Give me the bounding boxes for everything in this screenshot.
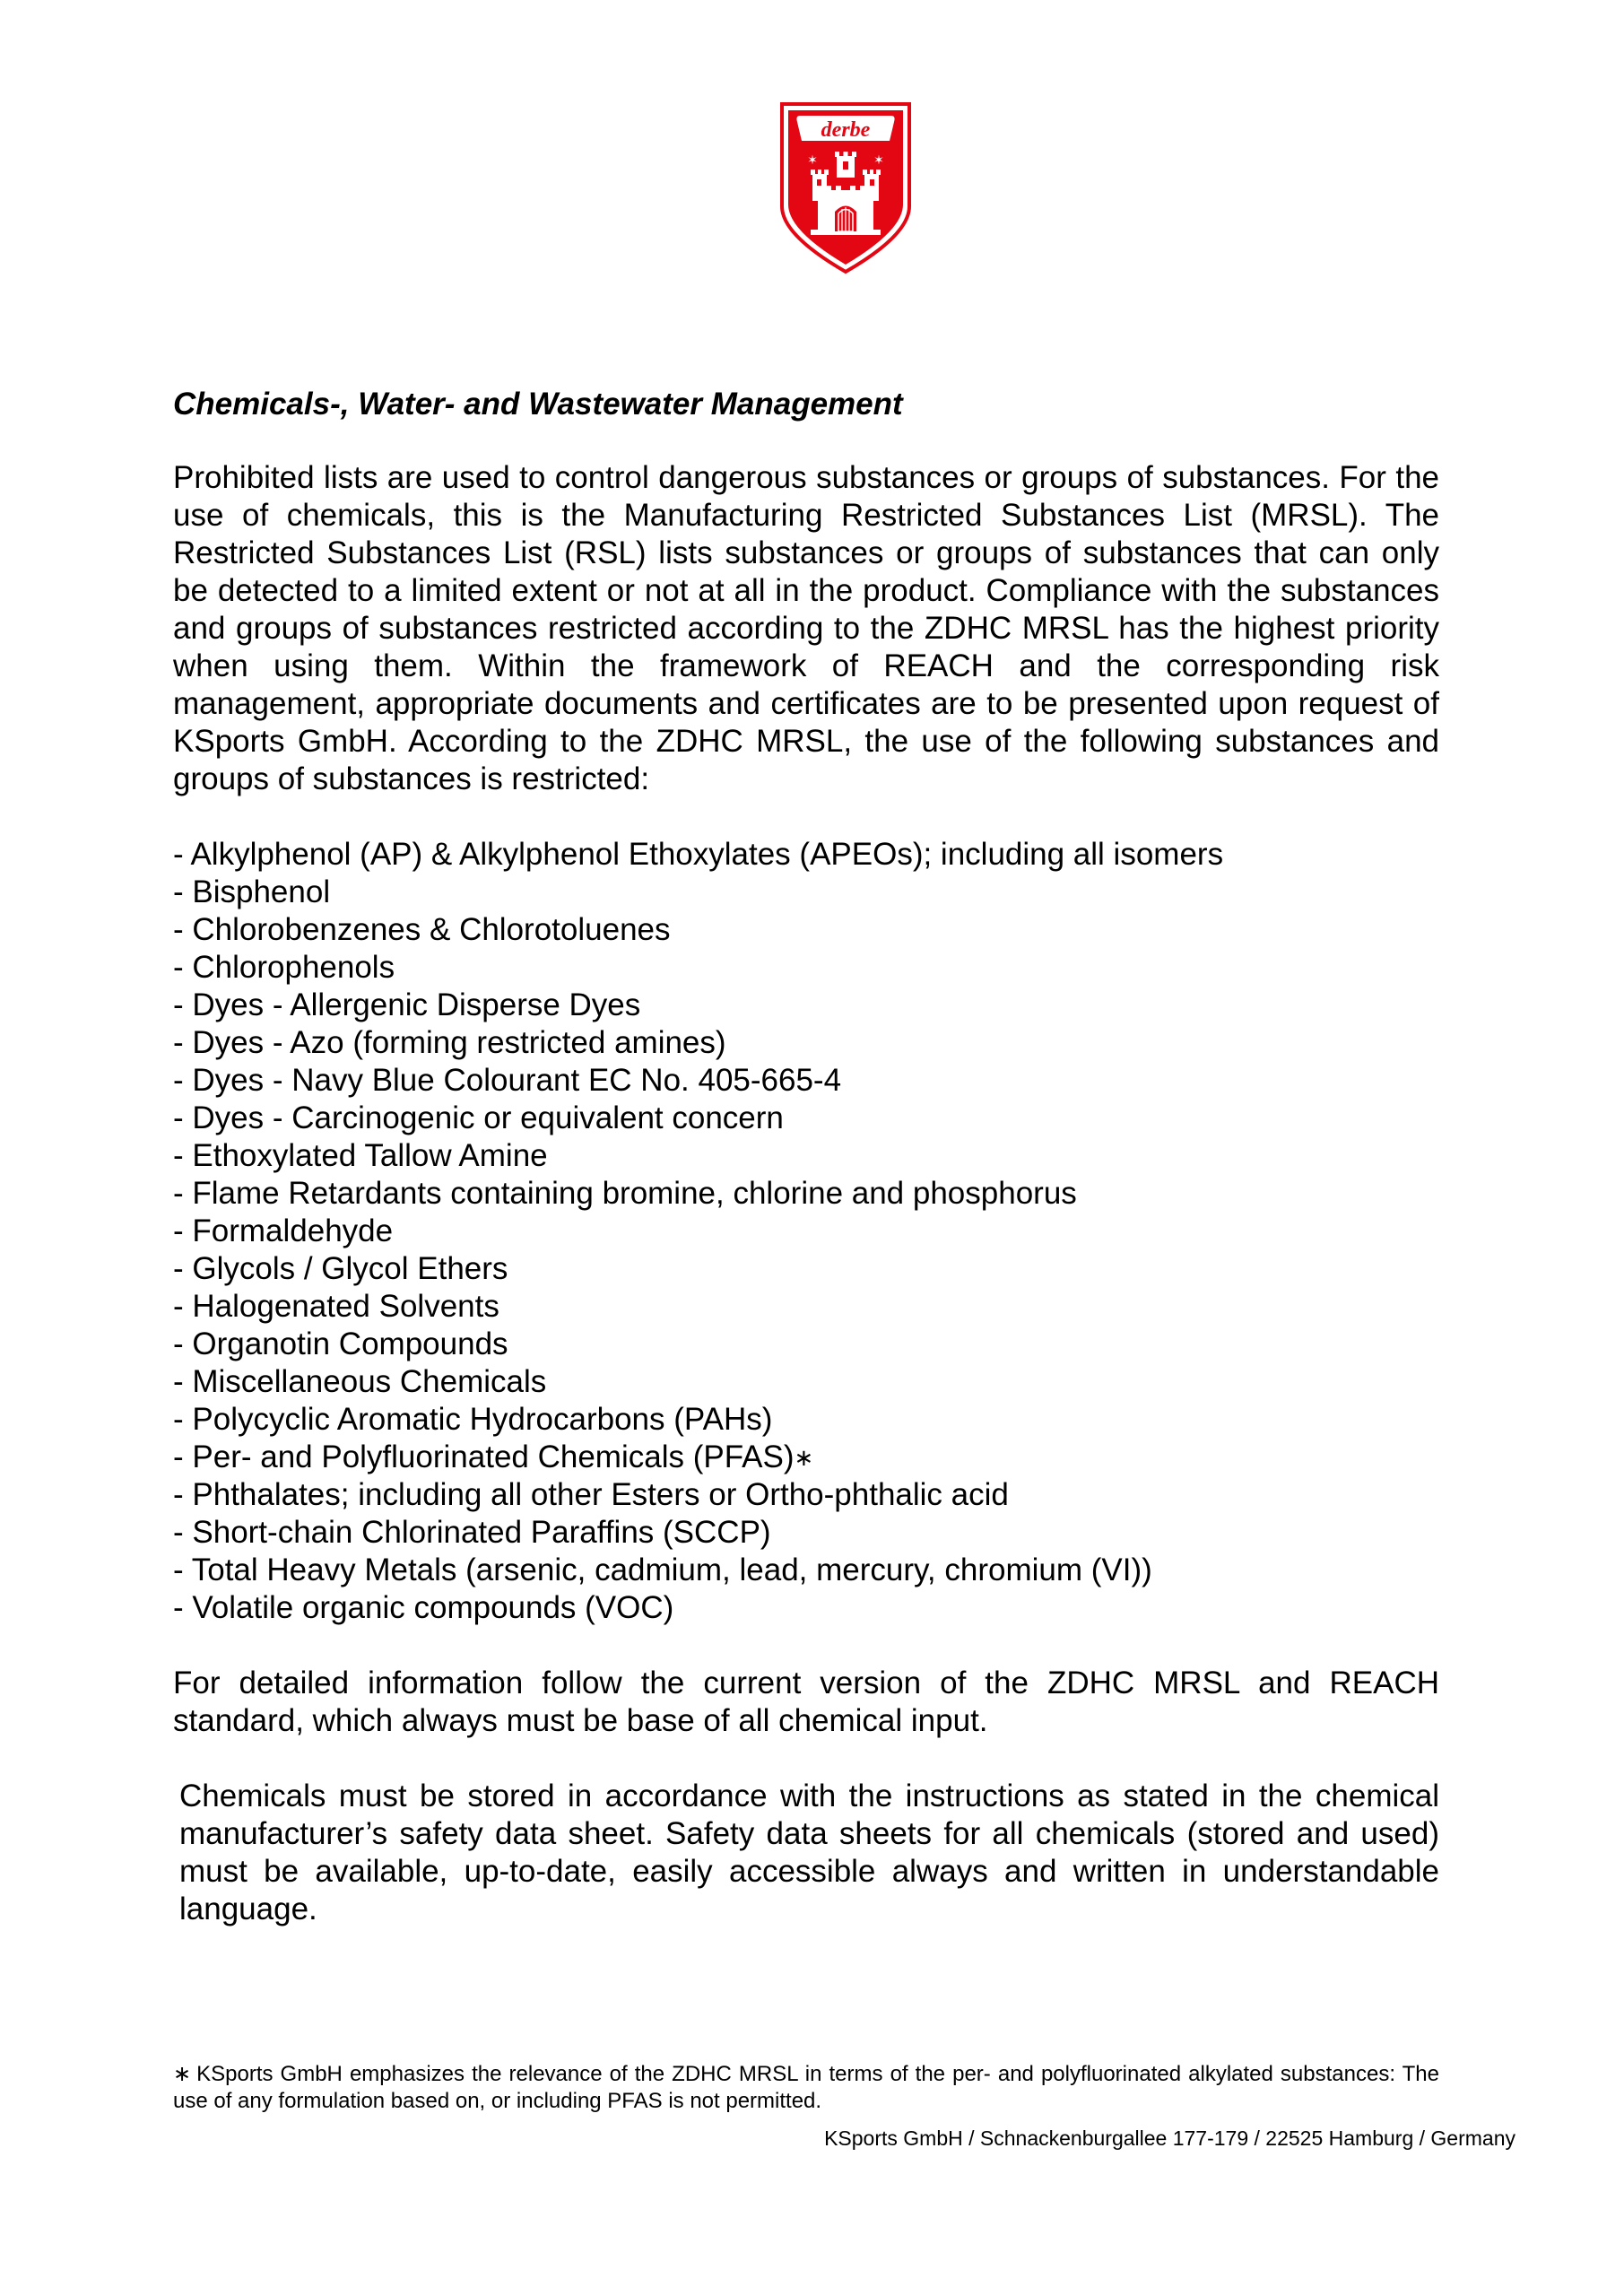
svg-text:✶: ✶ [873, 153, 884, 168]
derbe-logo [778, 100, 913, 275]
list-item: - Chlorophenols [173, 950, 395, 985]
list-item: - Dyes - Navy Blue Colourant EC No. 405-665-4 [173, 1063, 842, 1098]
document-body [173, 386, 1439, 1928]
list-item: - Dyes - Azo (forming restricted amines) [173, 1025, 726, 1060]
list-item: - Halogenated Solvents [173, 1289, 499, 1324]
detail-paragraph: For detailed information follow the current version of the ZDHC MRSL and REACH standard, which always must be base of all chemical input. [173, 1665, 1439, 1738]
list-item: - Formaldehyde [173, 1213, 394, 1248]
footnote [173, 2061, 1439, 2115]
document-title: Chemicals-, Water- and Wastewater Management [173, 387, 903, 422]
list-item: - Organotin Compounds [173, 1326, 508, 1361]
list-item: - Phthalates; including all other Esters or Ortho-phthalic acid [173, 1477, 1009, 1512]
list-item: - Chlorobenzenes & Chlorotoluenes [173, 912, 671, 947]
list-item: - Miscellaneous Chemicals [173, 1364, 547, 1399]
list-item [173, 1439, 1439, 1476]
list-item: - Flame Retardants containing bromine, chlorine and phosphorus [173, 1176, 1077, 1211]
list-item: - Dyes - Carcinogenic or equivalent concern [173, 1100, 784, 1135]
list-item: - Volatile organic compounds (VOC) [173, 1590, 674, 1625]
list-item: - Short-chain Chlorinated Paraffins (SCCP) [173, 1515, 771, 1550]
list-item-text: - Per- and Polyfluorinated Chemicals (PFAS) [173, 1439, 795, 1474]
list-item: - Bisphenol [173, 874, 331, 909]
svg-text:derbe: derbe [821, 118, 871, 142]
footnote-text: KSports GmbH emphasizes the relevance of the ZDHC MRSL in terms of the per- and polyfluorinated alkylated substances: The use of any formulation based on, or including PFAS is not permitted. [173, 2062, 1439, 2113]
footnote-reference-mark: ∗ [794, 1444, 814, 1471]
list-item: - Ethoxylated Tallow Amine [173, 1138, 548, 1173]
list-item: - Glycols / Glycol Ethers [173, 1251, 508, 1286]
list-item: - Dyes - Allergenic Disperse Dyes [173, 987, 641, 1022]
list-item: - Total Heavy Metals (arsenic, cadmium, lead, mercury, chromium (VI)) [173, 1552, 1152, 1587]
svg-text:✶: ✶ [807, 153, 818, 168]
list-item: - Alkylphenol (AP) & Alkylphenol Ethoxylates (APEOs); including all isomers [173, 837, 1224, 872]
company-address: KSports GmbH / Schnackenburgallee 177-179 / 22525 Hamburg / Germany [824, 2126, 1515, 2150]
shield-logo-icon [778, 100, 913, 275]
footnote-mark: ∗ [173, 2062, 192, 2086]
list-item: - Polycyclic Aromatic Hydrocarbons (PAHs) [173, 1402, 773, 1437]
storage-paragraph: Chemicals must be stored in accordance with the instructions as stated in the chemical manufacturer’s safety data sheet. Safety data sheets for all chemicals (stored and used) must be available, up-to-date, easily accessible always and written in understandable language. [179, 1779, 1439, 1926]
restricted-substances-list [173, 836, 1439, 1627]
intro-paragraph: Prohibited lists are used to control dangerous substances or groups of substances. For the use of chemicals, this is the Manufacturing Restricted Substances List (MRSL). The Restricted Substances List (RSL) lists substances or groups of substances that can only be detected to a limited extent or not at all in the product. Compliance with the substances and groups of substances restricted according to the ZDHC MRSL has the highest priority when using them. Within the framework of REACH and the corresponding risk management, appropriate documents and certificates are to be presented upon request of KSports GmbH. According to the ZDHC MRSL, the use of the following substances and groups of substances is restricted: [173, 460, 1439, 796]
